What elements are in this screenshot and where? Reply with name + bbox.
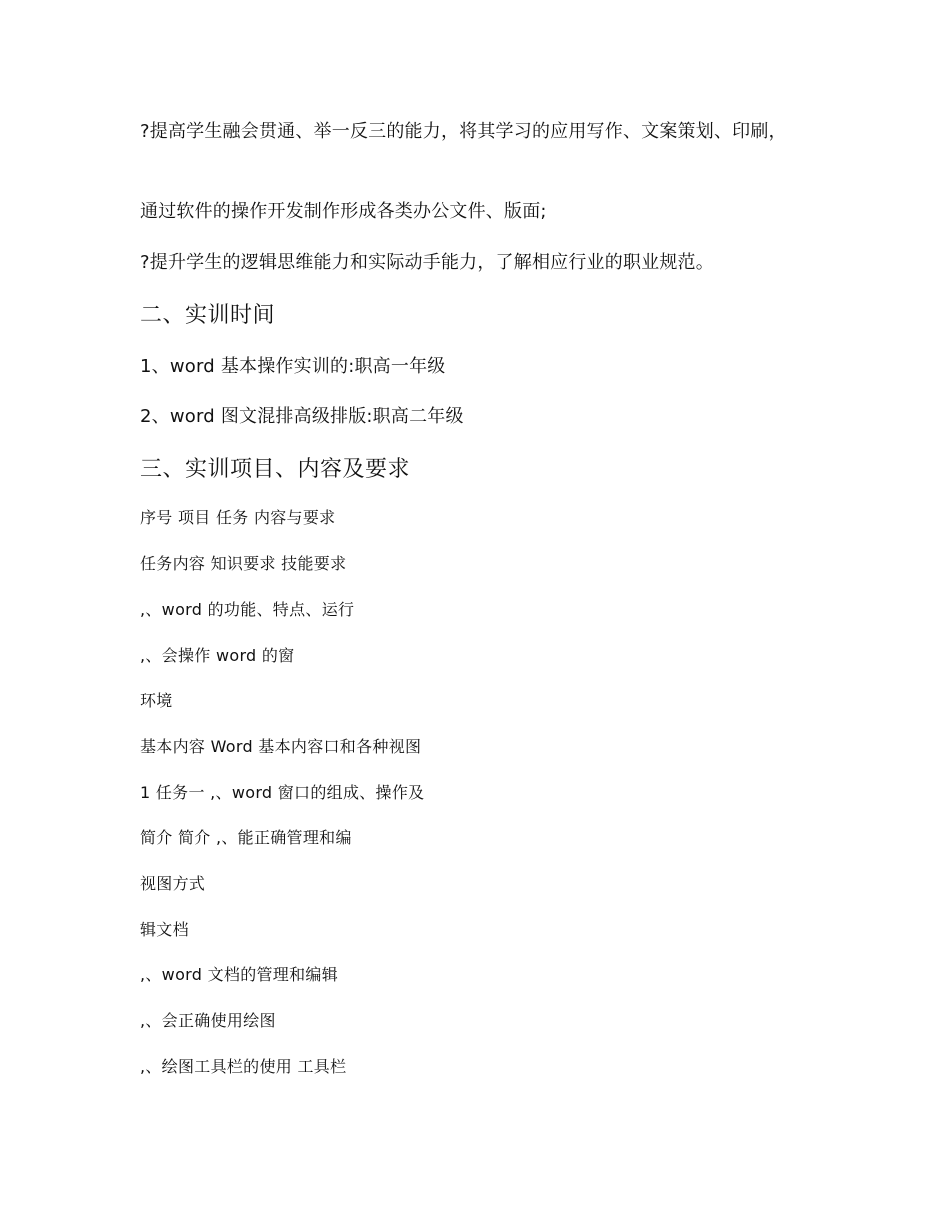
table-header-line: 序号 项目 任务 内容与要求	[140, 508, 336, 527]
content-line: 辑文档	[140, 920, 189, 939]
content-line: 基本内容 Word 基本内容口和各种视图	[140, 737, 422, 756]
content-line: 1 任务一 ,、word 窗口的组成、操作及	[140, 783, 425, 802]
content-line: 视图方式	[140, 874, 206, 893]
section-heading-training-time: 二、实训时间	[140, 303, 276, 328]
content-line: ,、会操作 word 的窗	[140, 646, 295, 665]
content-line: ,、绘图工具栏的使用 工具栏	[140, 1057, 347, 1076]
section-heading-training-items: 三、实训项目、内容及要求	[140, 457, 411, 482]
content-line: 环境	[140, 691, 173, 710]
content-line: ,、word 的功能、特点、运行	[140, 600, 355, 619]
content-line: 简介 简介 ,、能正确管理和编	[140, 828, 352, 847]
paragraph-ability-integration: ?提高学生融会贯通、举一反三的能力，将其学习的应用写作、文案策划、印刷，	[140, 121, 787, 142]
paragraph-logical-thinking: ?提升学生的逻辑思维能力和实际动手能力，了解相应行业的职业规范。	[140, 252, 714, 273]
training-time-item: 2、word 图文混排高级排版:职高二年级	[140, 406, 464, 427]
table-subheader-line: 任务内容 知识要求 技能要求	[140, 554, 347, 573]
training-time-item: 1、word 基本操作实训的:职高一年级	[140, 356, 446, 377]
paragraph-software-operation: 通过软件的操作开发制作形成各类办公文件、版面;	[140, 201, 547, 222]
content-line: ,、会正确使用绘图	[140, 1011, 276, 1030]
content-line: ,、word 文档的管理和编辑	[140, 965, 339, 984]
